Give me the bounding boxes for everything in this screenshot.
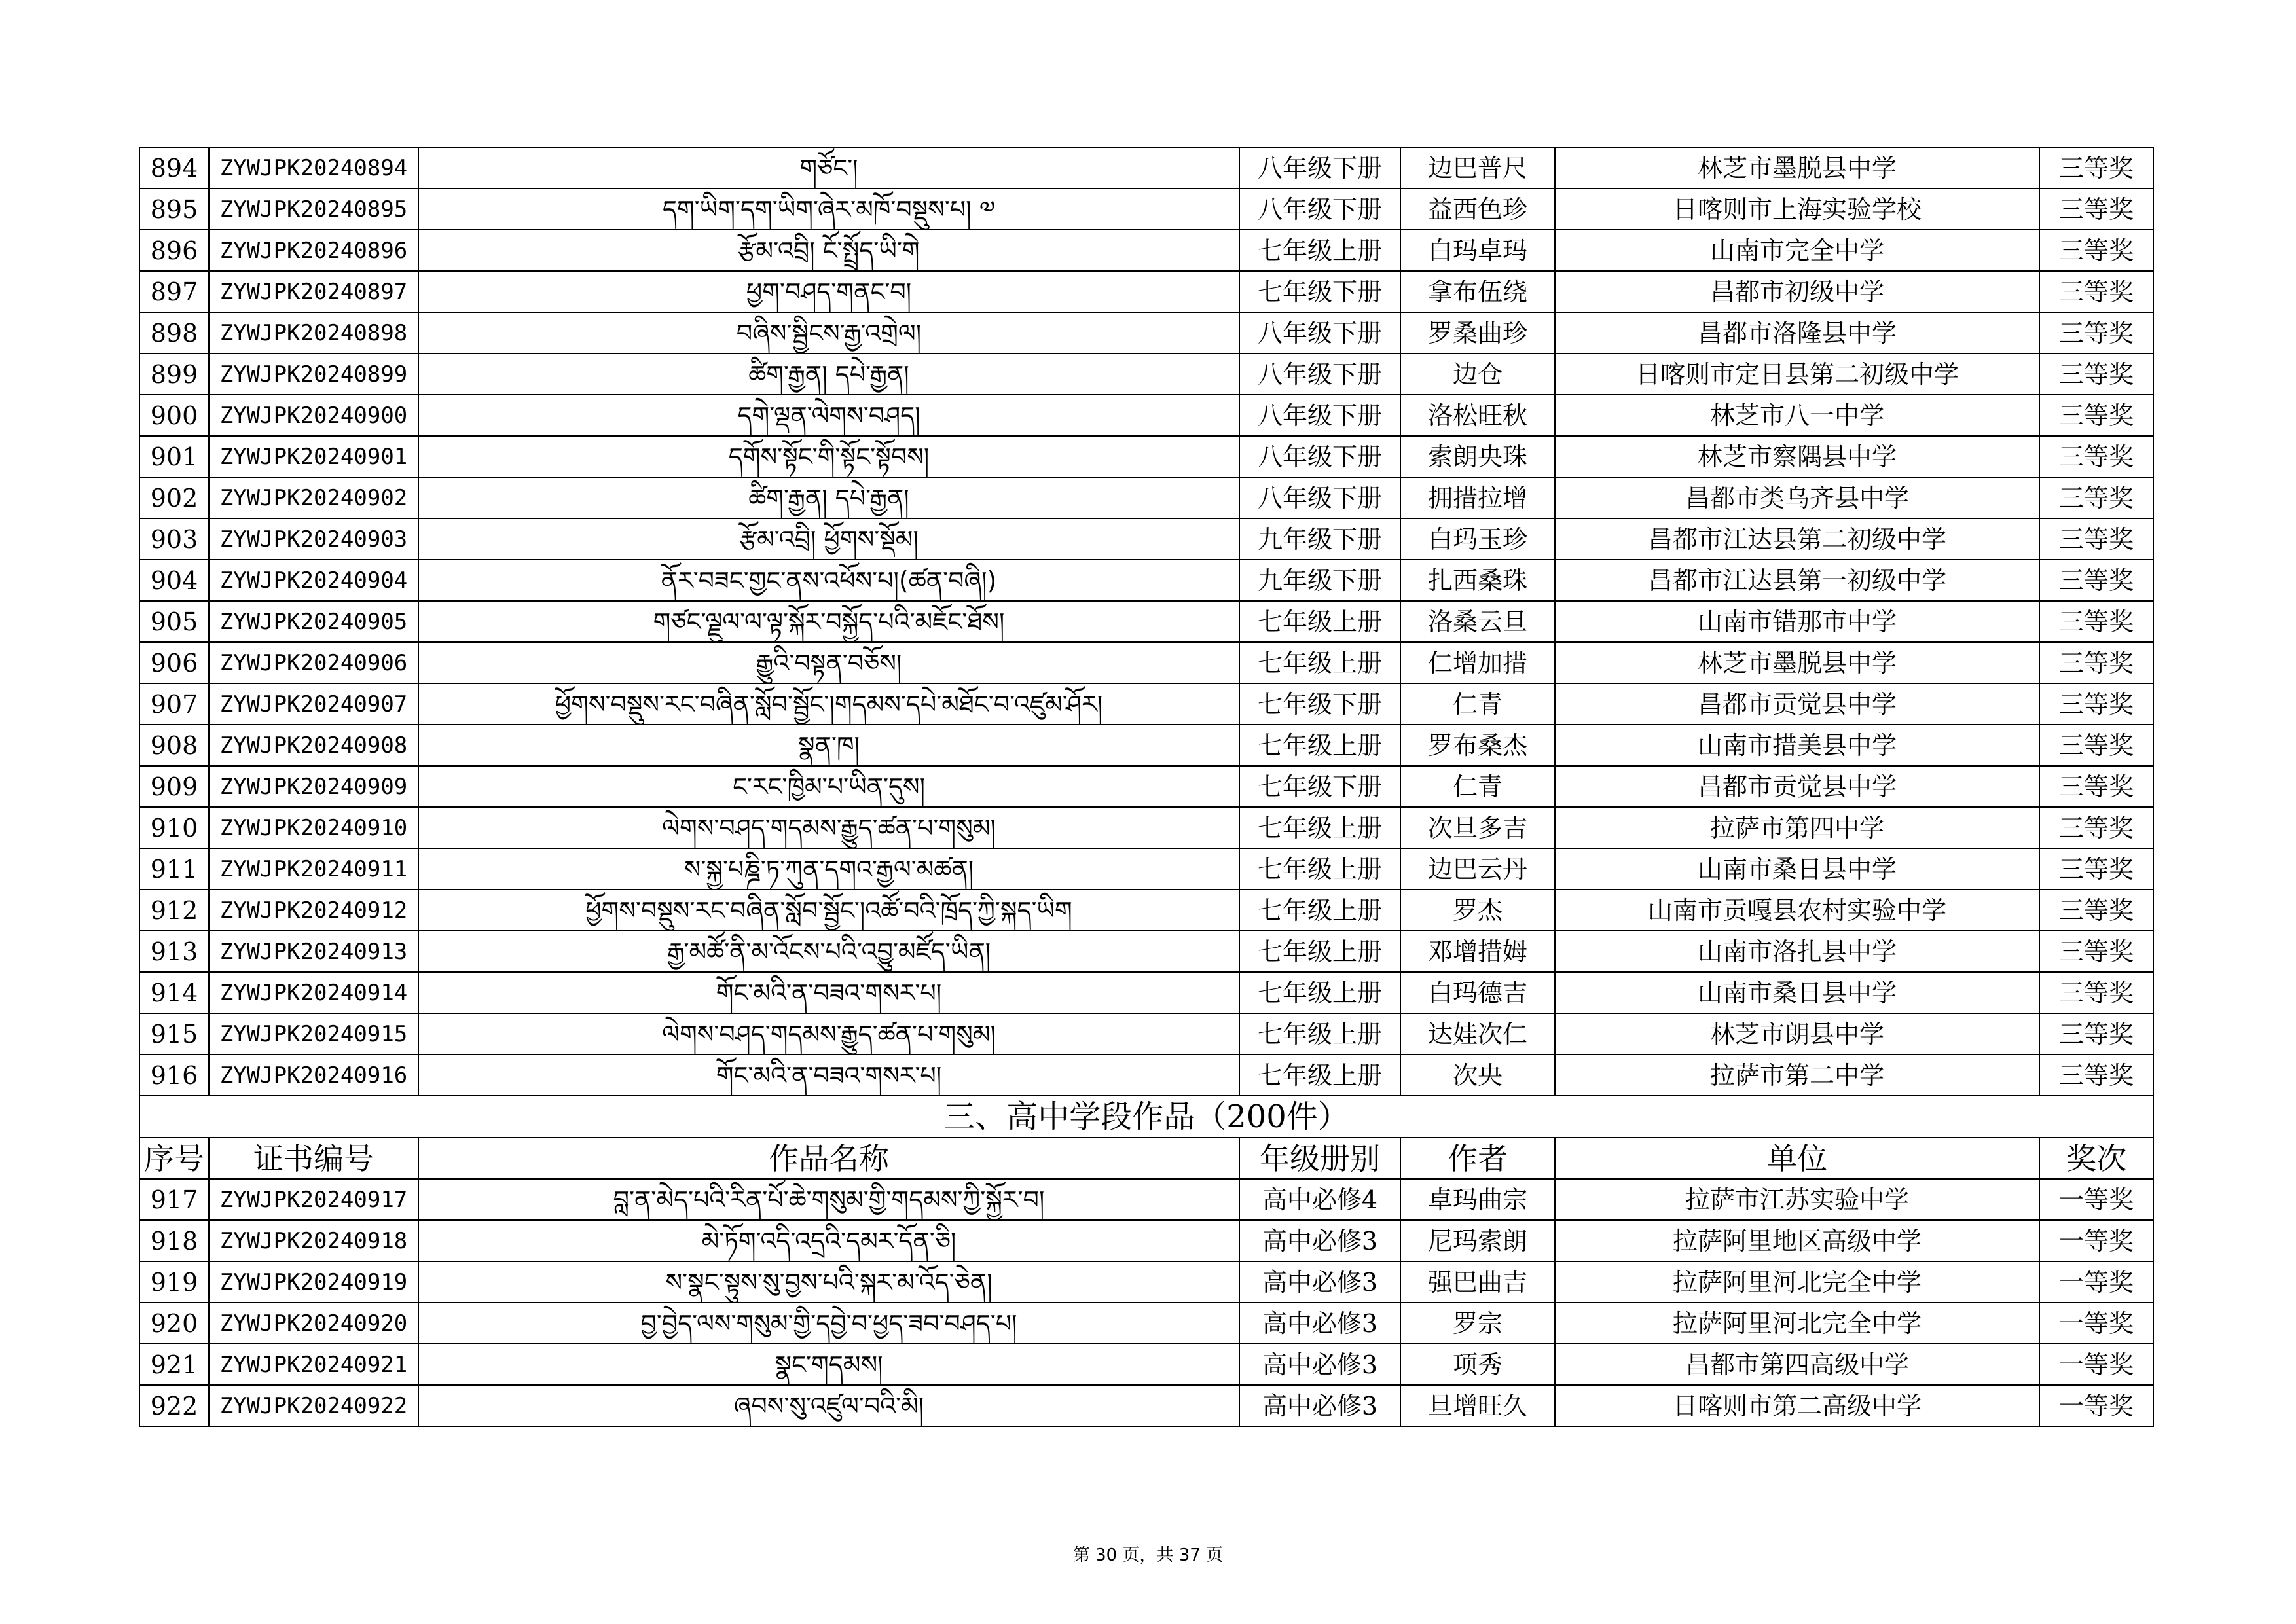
cell-work-title: དགེ་ལྡན་ལེགས་བཤད། [418, 395, 1239, 436]
cell-work-title: ས་སྐྱ་པཎྜི་ཏ་ཀུན་དགའ་རྒྱལ་མཚན། [418, 848, 1239, 890]
cell-grade: 八年级下册 [1239, 353, 1400, 395]
cell-grade: 高中必修3 [1239, 1220, 1400, 1261]
cell-award: 三等奖 [2039, 683, 2153, 725]
cell-school: 拉萨阿里地区高级中学 [1555, 1220, 2039, 1261]
column-header-row [139, 1138, 2153, 1179]
cell-grade: 八年级下册 [1239, 189, 1400, 230]
table-row [139, 230, 2153, 271]
cell-grade: 七年级下册 [1239, 271, 1400, 312]
cell-work-title: རྒྱུའི་བསྟན་བཅོས། [418, 642, 1239, 683]
cell-school: 日喀则市第二高级中学 [1555, 1385, 2039, 1426]
cell-number: 912 [139, 890, 209, 931]
cell-number: 901 [139, 436, 209, 477]
cell-number: 919 [139, 1261, 209, 1303]
cell-work-title: མེ་ཏོག་འདི་འདྲའི་དམར་དོན་ཅི། [418, 1220, 1239, 1261]
cell-award: 三等奖 [2039, 560, 2153, 601]
section-title: 三、高中学段作品（200件） [139, 1096, 2153, 1138]
cell-number: 903 [139, 518, 209, 560]
cell-number: 915 [139, 1013, 209, 1055]
cell-award: 三等奖 [2039, 848, 2153, 890]
cell-award: 三等奖 [2039, 890, 2153, 931]
table-row [139, 189, 2153, 230]
cell-certificate-id: ZYWJPK20240905 [209, 601, 418, 642]
cell-grade: 八年级下册 [1239, 312, 1400, 353]
header-title: 作品名称 [418, 1138, 1239, 1179]
cell-certificate-id: ZYWJPK20240919 [209, 1261, 418, 1303]
cell-author: 仁青 [1400, 683, 1555, 725]
cell-number: 898 [139, 312, 209, 353]
cell-certificate-id: ZYWJPK20240915 [209, 1013, 418, 1055]
cell-grade: 九年级下册 [1239, 518, 1400, 560]
cell-school: 林芝市墨脱县中学 [1555, 147, 2039, 189]
cell-author: 索朗央珠 [1400, 436, 1555, 477]
table-row [139, 848, 2153, 890]
cell-author: 项秀 [1400, 1344, 1555, 1385]
header-grade: 年级册别 [1239, 1138, 1400, 1179]
cell-work-title: ཞབས་སུ་འཛུལ་བའི་མི། [418, 1385, 1239, 1426]
table-row [139, 725, 2153, 766]
cell-work-title: རྒྱ་མཚོ་ནི་མ་འོངས་པའི་འབྱུ་མཛོད་ཡིན། [418, 931, 1239, 972]
cell-author: 邓增措姆 [1400, 931, 1555, 972]
awards-table [139, 147, 2154, 1427]
cell-grade: 高中必修4 [1239, 1179, 1400, 1220]
table-row [139, 1179, 2153, 1220]
cell-author: 仁青 [1400, 766, 1555, 807]
table-row [139, 642, 2153, 683]
cell-school: 山南市完全中学 [1555, 230, 2039, 271]
cell-certificate-id: ZYWJPK20240909 [209, 766, 418, 807]
table-row [139, 766, 2153, 807]
cell-grade: 七年级上册 [1239, 725, 1400, 766]
table-row [139, 147, 2153, 189]
cell-number: 909 [139, 766, 209, 807]
cell-work-title: ནོར་བཟང་གྱང་ནས་འཕོས་པ།(ཚན་བཞི།) [418, 560, 1239, 601]
cell-number: 913 [139, 931, 209, 972]
cell-grade: 七年级上册 [1239, 642, 1400, 683]
cell-school: 昌都市第四高级中学 [1555, 1344, 2039, 1385]
cell-school: 拉萨阿里河北完全中学 [1555, 1303, 2039, 1344]
cell-number: 910 [139, 807, 209, 848]
cell-author: 白玛德吉 [1400, 972, 1555, 1013]
cell-grade: 七年级上册 [1239, 931, 1400, 972]
cell-award: 三等奖 [2039, 230, 2153, 271]
cell-award: 三等奖 [2039, 601, 2153, 642]
cell-award: 一等奖 [2039, 1261, 2153, 1303]
cell-certificate-id: ZYWJPK20240908 [209, 725, 418, 766]
cell-grade: 七年级上册 [1239, 230, 1400, 271]
cell-award: 三等奖 [2039, 766, 2153, 807]
cell-author: 次旦多吉 [1400, 807, 1555, 848]
cell-award: 三等奖 [2039, 312, 2153, 353]
cell-award: 三等奖 [2039, 477, 2153, 518]
cell-number: 900 [139, 395, 209, 436]
table-row [139, 518, 2153, 560]
cell-grade: 高中必修3 [1239, 1385, 1400, 1426]
table-row [139, 890, 2153, 931]
cell-number: 911 [139, 848, 209, 890]
cell-number: 921 [139, 1344, 209, 1385]
cell-certificate-id: ZYWJPK20240895 [209, 189, 418, 230]
section-heading-row [139, 1096, 2153, 1138]
cell-award: 三等奖 [2039, 147, 2153, 189]
cell-grade: 七年级上册 [1239, 1055, 1400, 1096]
cell-number: 897 [139, 271, 209, 312]
cell-number: 904 [139, 560, 209, 601]
section-block [139, 1096, 2153, 1179]
upper-table-body [139, 147, 2153, 1096]
cell-work-title: གོང་མའི་ན་བཟའ་གསར་པ། [418, 1055, 1239, 1096]
cell-certificate-id: ZYWJPK20240902 [209, 477, 418, 518]
cell-certificate-id: ZYWJPK20240916 [209, 1055, 418, 1096]
cell-certificate-id: ZYWJPK20240912 [209, 890, 418, 931]
header-unit: 单位 [1555, 1138, 2039, 1179]
cell-grade: 七年级上册 [1239, 601, 1400, 642]
cell-work-title: རྩོམ་འབྲི། ཕྱོགས་སྡོམ། [418, 518, 1239, 560]
cell-work-title: རྩོམ་འབྲི། ངོ་སྤྲོད་ཡི་གེ [418, 230, 1239, 271]
cell-grade: 七年级上册 [1239, 972, 1400, 1013]
cell-author: 次央 [1400, 1055, 1555, 1096]
cell-certificate-id: ZYWJPK20240910 [209, 807, 418, 848]
header-cert: 证书编号 [209, 1138, 418, 1179]
cell-number: 918 [139, 1220, 209, 1261]
table-row [139, 972, 2153, 1013]
cell-certificate-id: ZYWJPK20240899 [209, 353, 418, 395]
cell-author: 扎西桑珠 [1400, 560, 1555, 601]
cell-award: 三等奖 [2039, 642, 2153, 683]
page-footer: 第 30 页，共 37 页 [1072, 1545, 1224, 1565]
cell-award: 三等奖 [2039, 189, 2153, 230]
cell-award: 一等奖 [2039, 1385, 2153, 1426]
cell-number: 896 [139, 230, 209, 271]
table-row [139, 931, 2153, 972]
cell-certificate-id: ZYWJPK20240903 [209, 518, 418, 560]
cell-school: 昌都市江达县第二初级中学 [1555, 518, 2039, 560]
cell-certificate-id: ZYWJPK20240922 [209, 1385, 418, 1426]
table-row [139, 436, 2153, 477]
cell-award: 一等奖 [2039, 1220, 2153, 1261]
table-row [139, 807, 2153, 848]
cell-work-title: གོང་མའི་ན་བཟའ་གསར་པ། [418, 972, 1239, 1013]
cell-award: 三等奖 [2039, 271, 2153, 312]
cell-award: 三等奖 [2039, 395, 2153, 436]
table-row [139, 1261, 2153, 1303]
cell-school: 林芝市察隅县中学 [1555, 436, 2039, 477]
cell-award: 三等奖 [2039, 725, 2153, 766]
cell-school: 拉萨市第四中学 [1555, 807, 2039, 848]
cell-author: 强巴曲吉 [1400, 1261, 1555, 1303]
cell-grade: 高中必修3 [1239, 1303, 1400, 1344]
table-row [139, 395, 2153, 436]
cell-certificate-id: ZYWJPK20240914 [209, 972, 418, 1013]
cell-author: 拿布伍绕 [1400, 271, 1555, 312]
cell-award: 三等奖 [2039, 1055, 2153, 1096]
cell-work-title: ཕྱོགས་བསྡུས་རང་བཞིན་སློབ་སྦྱོང་།གདམས་དཔེ་མཐོང་བ་འཛུམ་ཤོར། [418, 683, 1239, 725]
table-row [139, 560, 2153, 601]
cell-author: 达娃次仁 [1400, 1013, 1555, 1055]
cell-award: 三等奖 [2039, 972, 2153, 1013]
cell-author: 旦增旺久 [1400, 1385, 1555, 1426]
cell-author: 拥措拉增 [1400, 477, 1555, 518]
cell-certificate-id: ZYWJPK20240911 [209, 848, 418, 890]
cell-number: 907 [139, 683, 209, 725]
cell-certificate-id: ZYWJPK20240918 [209, 1220, 418, 1261]
cell-work-title: དག་ཡིག་དག་ཡིག་ཞེར་མཁོ་བསྡུས་པ། ༧ [418, 189, 1239, 230]
cell-grade: 八年级下册 [1239, 147, 1400, 189]
cell-school: 山南市错那市中学 [1555, 601, 2039, 642]
cell-grade: 高中必修3 [1239, 1261, 1400, 1303]
cell-work-title: ཚིག་རྒྱན། དཔེ་རྒྱན། [418, 353, 1239, 395]
cell-grade: 七年级下册 [1239, 766, 1400, 807]
cell-certificate-id: ZYWJPK20240900 [209, 395, 418, 436]
cell-certificate-id: ZYWJPK20240907 [209, 683, 418, 725]
cell-award: 一等奖 [2039, 1303, 2153, 1344]
table-row [139, 271, 2153, 312]
cell-award: 一等奖 [2039, 1344, 2153, 1385]
table-row [139, 1013, 2153, 1055]
cell-number: 920 [139, 1303, 209, 1344]
cell-grade: 九年级下册 [1239, 560, 1400, 601]
cell-work-title: ལེགས་བཤད་གདམས་རྒྱུད་ཚན་པ་གསུམ། [418, 807, 1239, 848]
cell-author: 益西色珍 [1400, 189, 1555, 230]
cell-award: 三等奖 [2039, 1013, 2153, 1055]
cell-number: 899 [139, 353, 209, 395]
cell-certificate-id: ZYWJPK20240896 [209, 230, 418, 271]
table-row [139, 1303, 2153, 1344]
cell-award: 一等奖 [2039, 1179, 2153, 1220]
cell-author: 白玛玉珍 [1400, 518, 1555, 560]
cell-school: 林芝市八一中学 [1555, 395, 2039, 436]
cell-school: 林芝市朗县中学 [1555, 1013, 2039, 1055]
cell-school: 昌都市江达县第一初级中学 [1555, 560, 2039, 601]
cell-award: 三等奖 [2039, 436, 2153, 477]
table-row [139, 1220, 2153, 1261]
header-no: 序号 [139, 1138, 209, 1179]
cell-grade: 七年级下册 [1239, 683, 1400, 725]
cell-work-title: སྣང་གདམས། [418, 1344, 1239, 1385]
header-author: 作者 [1400, 1138, 1555, 1179]
cell-school: 日喀则市定日县第二初级中学 [1555, 353, 2039, 395]
cell-award: 三等奖 [2039, 807, 2153, 848]
cell-grade: 七年级上册 [1239, 1013, 1400, 1055]
table-row [139, 1385, 2153, 1426]
cell-author: 罗桑曲珍 [1400, 312, 1555, 353]
cell-number: 905 [139, 601, 209, 642]
cell-school: 山南市洛扎县中学 [1555, 931, 2039, 972]
cell-number: 916 [139, 1055, 209, 1096]
cell-number: 917 [139, 1179, 209, 1220]
table-row [139, 477, 2153, 518]
cell-award: 三等奖 [2039, 353, 2153, 395]
cell-certificate-id: ZYWJPK20240897 [209, 271, 418, 312]
cell-author: 卓玛曲宗 [1400, 1179, 1555, 1220]
header-award: 奖次 [2039, 1138, 2153, 1179]
cell-school: 昌都市初级中学 [1555, 271, 2039, 312]
cell-school: 昌都市洛隆县中学 [1555, 312, 2039, 353]
cell-work-title: གཙོང་། [418, 147, 1239, 189]
cell-work-title: ས་སྣང་སྟུས་སུ་བྱས་པའི་སྐར་མ་འོད་ཅེན། [418, 1261, 1239, 1303]
cell-work-title: ང་རང་ཁྱིམ་པ་ཡིན་དུས། [418, 766, 1239, 807]
table-row [139, 1055, 2153, 1096]
cell-author: 洛松旺秋 [1400, 395, 1555, 436]
cell-school: 昌都市贡觉县中学 [1555, 683, 2039, 725]
cell-grade: 八年级下册 [1239, 436, 1400, 477]
cell-author: 仁增加措 [1400, 642, 1555, 683]
cell-certificate-id: ZYWJPK20240921 [209, 1344, 418, 1385]
cell-school: 山南市措美县中学 [1555, 725, 2039, 766]
cell-school: 拉萨阿里河北完全中学 [1555, 1261, 2039, 1303]
cell-school: 山南市桑日县中学 [1555, 972, 2039, 1013]
cell-school: 林芝市墨脱县中学 [1555, 642, 2039, 683]
cell-author: 白玛卓玛 [1400, 230, 1555, 271]
cell-number: 894 [139, 147, 209, 189]
cell-author: 边仓 [1400, 353, 1555, 395]
cell-work-title: གཙང་ལྗུལ་ལ་ལྟ་སྐོར་བསྐྱོད་པའི་མཇོང་ཐོས། [418, 601, 1239, 642]
cell-school: 日喀则市上海实验学校 [1555, 189, 2039, 230]
cell-school: 山南市桑日县中学 [1555, 848, 2039, 890]
cell-work-title: བྱ་བྱེད་ལས་གསུམ་གྱི་དབྱེ་བ་ཕྱད་ཟབ་བཤད་པ། [418, 1303, 1239, 1344]
cell-school: 拉萨市第二中学 [1555, 1055, 2039, 1096]
cell-work-title: བཞིས་སྦྱིངས་རྒྱ་འགྲེལ། [418, 312, 1239, 353]
table-row [139, 1344, 2153, 1385]
cell-work-title: ཚིག་རྒྱན། དཔེ་རྒྱན། [418, 477, 1239, 518]
cell-number: 908 [139, 725, 209, 766]
cell-grade: 八年级下册 [1239, 477, 1400, 518]
cell-work-title: ལེགས་བཤད་གདམས་རྒྱུད་ཚན་པ་གསུམ། [418, 1013, 1239, 1055]
cell-school: 昌都市贡觉县中学 [1555, 766, 2039, 807]
lower-table-body [139, 1179, 2153, 1426]
cell-author: 边巴云丹 [1400, 848, 1555, 890]
cell-number: 902 [139, 477, 209, 518]
cell-certificate-id: ZYWJPK20240920 [209, 1303, 418, 1344]
table-row [139, 601, 2153, 642]
table-row [139, 683, 2153, 725]
cell-author: 尼玛索朗 [1400, 1220, 1555, 1261]
cell-author: 边巴普尺 [1400, 147, 1555, 189]
cell-author: 罗宗 [1400, 1303, 1555, 1344]
cell-author: 罗杰 [1400, 890, 1555, 931]
cell-grade: 七年级上册 [1239, 848, 1400, 890]
cell-certificate-id: ZYWJPK20240901 [209, 436, 418, 477]
cell-grade: 七年级上册 [1239, 890, 1400, 931]
cell-certificate-id: ZYWJPK20240906 [209, 642, 418, 683]
cell-author: 罗布桑杰 [1400, 725, 1555, 766]
cell-school: 拉萨市江苏实验中学 [1555, 1179, 2039, 1220]
cell-award: 三等奖 [2039, 518, 2153, 560]
cell-certificate-id: ZYWJPK20240898 [209, 312, 418, 353]
cell-certificate-id: ZYWJPK20240913 [209, 931, 418, 972]
table-row [139, 353, 2153, 395]
cell-certificate-id: ZYWJPK20240917 [209, 1179, 418, 1220]
cell-school: 山南市贡嘎县农村实验中学 [1555, 890, 2039, 931]
cell-certificate-id: ZYWJPK20240904 [209, 560, 418, 601]
cell-grade: 高中必修3 [1239, 1344, 1400, 1385]
cell-number: 914 [139, 972, 209, 1013]
cell-author: 洛桑云旦 [1400, 601, 1555, 642]
cell-number: 895 [139, 189, 209, 230]
cell-grade: 八年级下册 [1239, 395, 1400, 436]
table-row [139, 312, 2153, 353]
cell-award: 三等奖 [2039, 931, 2153, 972]
cell-number: 922 [139, 1385, 209, 1426]
cell-work-title: ཕྱོགས་བསྡུས་རང་བཞིན་སློབ་སྦྱོང་།འཚོ་བའི་ཁྲོད་ཀྱི་སྐད་ཡིག [418, 890, 1239, 931]
cell-certificate-id: ZYWJPK20240894 [209, 147, 418, 189]
cell-work-title: ཕྱག་བཤད་གནང་བ། [418, 271, 1239, 312]
cell-work-title: སྣན་ཁ། [418, 725, 1239, 766]
cell-number: 906 [139, 642, 209, 683]
cell-work-title: བླ་ན་མེད་པའི་རིན་པོ་ཆེ་གསུམ་གྱི་གདམས་ཀྱི་སྐྱོར་བ། [418, 1179, 1239, 1220]
cell-school: 昌都市类乌齐县中学 [1555, 477, 2039, 518]
cell-work-title: དགོས་སྟོང་གི་སྟོང་སྟོབས། [418, 436, 1239, 477]
cell-grade: 七年级上册 [1239, 807, 1400, 848]
